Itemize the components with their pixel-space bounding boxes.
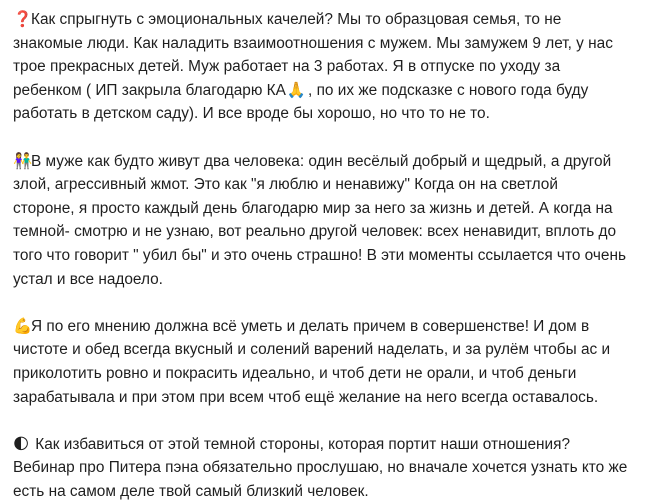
text-line: 👫В муже как будто живут два человека: один весёлый добрый и щедрый, а другой [13, 150, 643, 174]
text-line: есть на самом деле твой самый близкий человек. [13, 482, 369, 500]
praying-hands-icon: 🙏 [286, 81, 307, 99]
paragraph-expectations [13, 315, 643, 409]
paragraph-question [13, 8, 643, 126]
text-line: Вебинар про Питера пэна обязательно прослушаю, но вначале хочется узнать кто же [13, 459, 628, 477]
text-line: темной- смотрю и не узнаю, вот реально другой человек: всех ненавидит, вплоть до [13, 223, 617, 241]
couple-icon: 👫 [13, 152, 33, 170]
text-line: того что говорит " убил бы" и это очень страшно! В эти моменты ссылается что очень [13, 246, 626, 264]
text-line: злой, агрессивный жмот. Это как "я люблю и ненавижу" Когда он на светлой [13, 176, 558, 194]
text-line: стороне, я просто каждый день благодарю мир за него за жизнь и детей. А когда на [13, 199, 613, 217]
paragraph-husband [13, 150, 643, 292]
question-mark-icon: ❓ [13, 11, 33, 28]
text-line: приколотить ровно и покрасить идеально, и чтоб дети не орали, и чтоб деньги [13, 364, 577, 382]
text-line: работать в детском саду). И все вроде бы хорошо, но что то не то. [13, 105, 490, 123]
text-line: трое прекрасных детей. Муж работает на 3 работах. Я в отпуске по уходу за [13, 58, 561, 76]
text-line: ребенком ( ИП закрыла благодарю КА🙏 , по их же подсказке с нового года буду [13, 81, 589, 99]
text-line: зарабатывала и при этом при всем чтоб ещё желание на него всегда оставалось. [13, 388, 599, 406]
text-line: 🌓 Как избавиться от этой темной стороны, которая портит наши отношения? [13, 433, 643, 457]
text-line: чистоте и обед всегда вкусный и солений варений наделать, и за рулём чтобы ас и [13, 341, 611, 359]
half-moon-icon: 🌓 [13, 435, 30, 453]
text-line: знакомые люди. Как наладить взаимоотношения с мужем. Мы замужем 9 лет, у нас [13, 34, 613, 52]
text-line: устал и все надоело. [13, 270, 163, 288]
paragraph-question-end [13, 433, 643, 503]
text-line: 💪Я по его мнению должна всё уметь и делать причем в совершенстве! И дом в [13, 315, 643, 339]
flexed-biceps-icon: 💪 [13, 317, 33, 335]
text-line: ❓Как спрыгнуть с эмоциональных качелей? Мы то образцовая семья, то не [13, 8, 643, 32]
